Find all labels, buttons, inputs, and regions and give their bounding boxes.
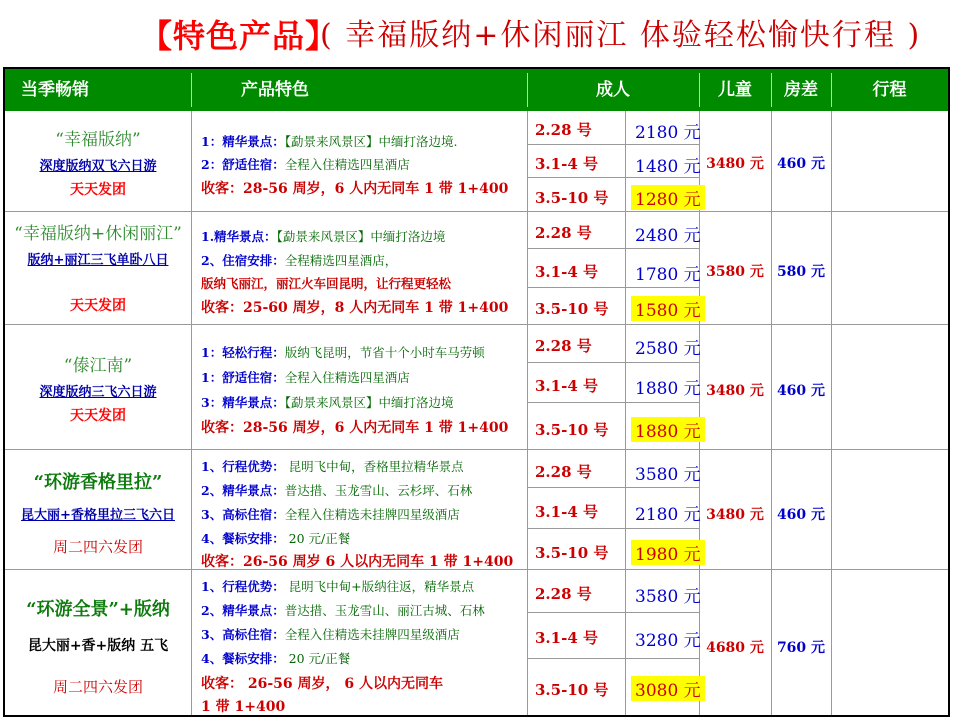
product-name: “幸福版纳” — [55, 130, 141, 150]
header-features: 产品特色 — [241, 80, 309, 100]
product-route-link[interactable]: 版纳+丽江三飞单卧八日 — [27, 253, 169, 268]
date-label: 2.28 号 — [535, 337, 592, 355]
product-route-link[interactable]: 深度版纳三飞六日游 — [39, 385, 157, 400]
adult-price-highlight: 1880 元 — [631, 417, 705, 442]
product-route-link[interactable]: 深度版纳双飞六日游 — [39, 159, 157, 174]
depart-schedule: 周二四六发团 — [52, 678, 143, 696]
room-surcharge: 460 元 — [776, 156, 826, 172]
table-header — [5, 69, 948, 111]
adult-price-highlight: 1980 元 — [631, 540, 705, 565]
product-name: “环游香格里拉” — [33, 472, 163, 493]
date-label: 3.1-4 号 — [535, 377, 598, 395]
guest-policy: 收客： 26-56 周岁， 6 人以内无同车 — [201, 676, 444, 692]
header-child: 儿童 — [718, 80, 752, 100]
guest-policy: 收客：28-56 周岁，6 人内无同车 1 带 1+400 — [201, 181, 509, 197]
date-label: 3.1-4 号 — [535, 263, 598, 281]
adult-price: 1880 元 — [635, 379, 701, 399]
header-itinerary: 行程 — [872, 80, 907, 100]
child-price: 4680 元 — [706, 640, 764, 656]
product-name: “傣江南” — [63, 356, 133, 376]
date-label: 3.5-10 号 — [535, 421, 609, 439]
header-seasonal: 当季畅销 — [21, 80, 89, 100]
room-surcharge: 460 元 — [776, 507, 826, 523]
page-title-left: 【特色产品】 — [140, 17, 339, 55]
child-price: 3480 元 — [706, 383, 764, 399]
date-label: 3.5-10 号 — [535, 300, 609, 318]
date-label: 3.1-4 号 — [535, 503, 598, 521]
child-price: 3480 元 — [706, 156, 764, 172]
date-label: 2.28 号 — [535, 224, 592, 242]
guest-policy: 收客：25-60 周岁，8 人内无同车 1 带 1+400 — [201, 300, 509, 316]
child-price: 3480 元 — [706, 507, 764, 523]
room-surcharge: 760 元 — [776, 640, 826, 656]
header-adult: 成人 — [596, 80, 630, 100]
adult-price-highlight: 1580 元 — [631, 296, 705, 321]
room-surcharge: 580 元 — [776, 264, 826, 280]
date-label: 2.28 号 — [535, 463, 592, 481]
date-label: 3.1-4 号 — [535, 155, 598, 173]
adult-price: 3580 元 — [635, 465, 701, 485]
page-title — [0, 14, 953, 58]
room-surcharge: 460 元 — [776, 383, 826, 399]
feature-note: 版纳飞丽江，丽江火车回昆明，让行程更轻松 — [201, 276, 452, 291]
page-title-right: ( 幸福版纳+休闲丽江 体验轻松愉快行程 ) — [320, 18, 922, 53]
adult-price: 2580 元 — [635, 339, 701, 359]
date-label: 2.28 号 — [535, 585, 592, 603]
date-label: 3.1-4 号 — [535, 629, 598, 647]
date-label: 3.5-10 号 — [535, 681, 609, 699]
date-label: 3.5-10 号 — [535, 189, 609, 207]
depart-schedule: 天天发团 — [70, 408, 126, 424]
product-name: “环游全景”+版纳 — [26, 599, 170, 620]
guest-policy: 收客：28-56 周岁，6 人内无同车 1 带 1+400 — [201, 420, 509, 436]
adult-price: 2180 元 — [635, 505, 701, 525]
header-room: 房差 — [784, 80, 818, 100]
adult-price: 2480 元 — [635, 226, 701, 246]
adult-price: 3280 元 — [635, 631, 701, 651]
product-table: 当季畅销 产品特色 成人 儿童 房差 行程 “幸福版纳” 深度版纳双飞六日游 天天发团 1：精华景点：【勐景来风景区】中缅打洛边境. 2：舒适住宿：全程入住精选四星酒店 收客：28-56 周岁，6 人内无同车 1 带 1+400 2.28 号 3.1-4 号 3.5-10 号 2180 元 1480 元 1280 元 3480 元 460 元 “幸福版纳+休闲丽江” 版纳+丽江三飞单卧八日 天天发团 1.精华景点：【勐景来风景区】中缅打洛边境 2、住宿安排：全程精选四星酒店， 版纳飞丽江，丽江火车回昆明，让行程更轻松 收客：25-60 周岁，8 人内无同车 1 带 1+400 2.28 号 3.1-4 号 3.5-10 号 2480 元 1780 元 1580 元 3580 元 580 元 “傣江南” 深度版纳三飞六日游 天天发团 1：轻松行程：版纳飞昆明，节省十个小时车马劳顿 1：舒适住宿：全程入住精选四星酒店 3：精华景点：【勐景来风景区】中缅打洛边境 收客：28-56 周岁，6 人内无同车 1 带 1+400 2.28 号 3.1-4 号 3.5-10 号 2580 元 1880 元 1880 元 3480 元 460 元 “环游香格里拉” 昆大丽+香格里拉三飞六日 周二四六发团 1、行程优势： 昆明飞中甸，香格里拉精华景点 2、精华景点：普达措、玉龙雪山、云杉坪、石林 3、高标住宿：全程入住精选未挂牌四星级酒店 4、餐标安排： 20 元/正餐 收客：26-56 周岁 6 人以内无同车 1 带 1+400 2.28 号 3.1-4 号 3.5-10 号 3580 元 2180 元 1980 元 3480 元 460 元 “环游全景”+版纳 昆大丽+香+版纳 五飞 周二四六发团 1、行程优势： 昆明飞中甸+版纳往返，精华景点 2、精华景点：普达措、玉龙雪山、丽江古城、石林 3、高标住宿：全程入住精选未挂牌四星级酒店 4、餐标安排： 20 元/正餐 收客： 26-56 周岁， 6 人以内无同车 1 带 1+400 2.28 号 3.1-4 号 3.5-10 号 3580 元 3280 元 3080 元 4680 元 760 元 — [3, 67, 950, 717]
product-route-link[interactable]: 昆大丽+香格里拉三飞六日 — [21, 508, 175, 523]
product-name: “幸福版纳+休闲丽江” — [14, 224, 182, 244]
guest-policy-cont: 1 带 1+400 — [201, 699, 286, 715]
adult-price: 1780 元 — [635, 265, 701, 285]
date-label: 2.28 号 — [535, 121, 592, 139]
adult-price-highlight: 1280 元 — [631, 185, 705, 210]
adult-price: 2180 元 — [635, 123, 701, 143]
depart-schedule: 天天发团 — [70, 298, 126, 314]
depart-schedule: 天天发团 — [70, 182, 126, 198]
date-label: 3.5-10 号 — [535, 544, 609, 562]
adult-price: 3580 元 — [635, 587, 701, 607]
child-price: 3580 元 — [706, 264, 764, 280]
product-route-link[interactable]: 昆大丽+香+版纳 五飞 — [27, 638, 169, 654]
depart-schedule: 周二四六发团 — [52, 538, 143, 556]
adult-price: 1480 元 — [635, 157, 701, 177]
guest-policy: 收客：26-56 周岁 6 人以内无同车 1 带 1+400 — [201, 554, 514, 570]
adult-price-highlight: 3080 元 — [631, 676, 705, 701]
